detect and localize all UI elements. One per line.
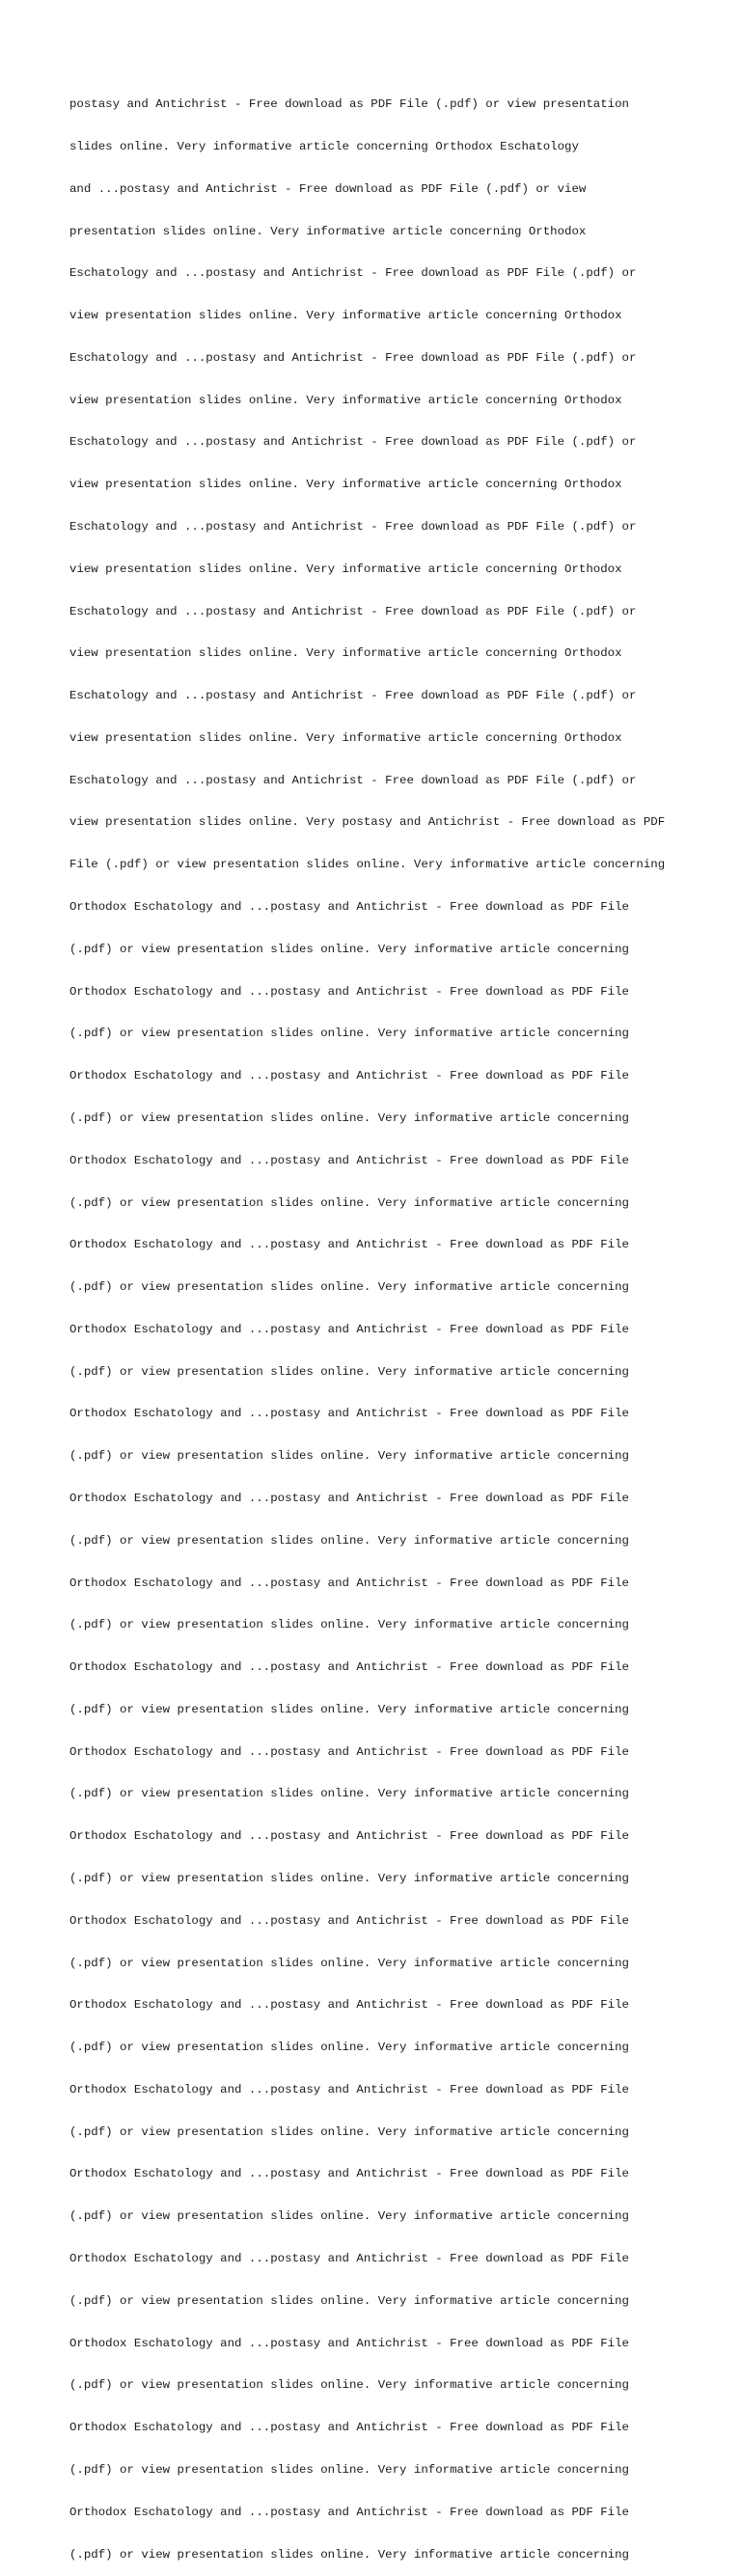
text-line: (.pdf) or view presentation slides online. Very informative article concerning	[69, 1195, 629, 1210]
text-line: (.pdf) or view presentation slides online. Very informative article concerning	[69, 2378, 629, 2393]
text-line: and ...postasy and Antichrist - Free download as PDF File (.pdf) or view	[69, 181, 587, 196]
text-line: Orthodox Eschatology and ...postasy and Antichrist - Free download as PDF File	[69, 2167, 629, 2181]
text-line: Orthodox Eschatology and ...postasy and Antichrist - Free download as PDF File	[69, 2252, 629, 2266]
text-line: Orthodox Eschatology and ...postasy and Antichrist - Free download as PDF File	[69, 2421, 629, 2435]
text-line: view presentation slides online. Very informative article concerning Orthodox	[69, 309, 622, 323]
text-line: (.pdf) or view presentation slides online. Very informative article concerning	[69, 1618, 629, 1632]
text-line: Orthodox Eschatology and ...postasy and Antichrist - Free download as PDF File	[69, 1744, 629, 1759]
text-line: view presentation slides online. Very postasy and Antichrist - Free download as PDF	[69, 815, 666, 830]
text-line: Eschatology and ...postasy and Antichrist - Free download as PDF File (.pdf) or	[69, 266, 637, 281]
text-line: Orthodox Eschatology and ...postasy and Antichrist - Free download as PDF File	[69, 2336, 629, 2350]
text-line: view presentation slides online. Very informative article concerning Orthodox	[69, 478, 622, 492]
text-line: view presentation slides online. Very informative article concerning Orthodox	[69, 393, 622, 407]
text-line: Eschatology and ...postasy and Antichrist - Free download as PDF File (.pdf) or	[69, 604, 637, 618]
text-line: Orthodox Eschatology and ...postasy and Antichrist - Free download as PDF File	[69, 984, 629, 999]
text-line: Eschatology and ...postasy and Antichrist - Free download as PDF File (.pdf) or	[69, 435, 637, 450]
text-line: Orthodox Eschatology and ...postasy and Antichrist - Free download as PDF File	[69, 1913, 629, 1928]
document-body	[69, 69, 726, 2576]
text-line: Orthodox Eschatology and ...postasy and Antichrist - Free download as PDF File	[69, 1069, 629, 1083]
text-line: view presentation slides online. Very informative article concerning Orthodox	[69, 562, 622, 576]
text-line: Orthodox Eschatology and ...postasy and Antichrist - Free download as PDF File	[69, 900, 629, 915]
text-line: Orthodox Eschatology and ...postasy and Antichrist - Free download as PDF File	[69, 1238, 629, 1252]
text-line: (.pdf) or view presentation slides online. Very informative article concerning	[69, 1872, 629, 1885]
text-line: Orthodox Eschatology and ...postasy and Antichrist - Free download as PDF File	[69, 1407, 629, 1421]
text-line: Eschatology and ...postasy and Antichrist - Free download as PDF File (.pdf) or	[69, 350, 637, 365]
text-line: (.pdf) or view presentation slides online. Very informative article concerning	[69, 2124, 629, 2139]
text-line: Orthodox Eschatology and ...postasy and Antichrist - Free download as PDF File	[69, 1829, 629, 1844]
text-line: (.pdf) or view presentation slides online. Very informative article concerning	[69, 1280, 629, 1295]
text-line: (.pdf) or view presentation slides online. Very informative article concerning	[69, 1702, 629, 1716]
text-line: postasy and Antichrist - Free download as PDF File (.pdf) or view presentation	[69, 97, 629, 112]
text-line: Eschatology and ...postasy and Antichrist - Free download as PDF File (.pdf) or	[69, 520, 637, 534]
text-line: (.pdf) or view presentation slides online. Very informative article concerning	[69, 1027, 629, 1041]
text-line: Orthodox Eschatology and ...postasy and Antichrist - Free download as PDF File	[69, 2082, 629, 2096]
text-line: (.pdf) or view presentation slides online. Very informative article concerning	[69, 2209, 629, 2224]
text-line: view presentation slides online. Very informative article concerning Orthodox	[69, 730, 622, 745]
text-line: Orthodox Eschatology and ...postasy and Antichrist - Free download as PDF File	[69, 1153, 629, 1167]
text-line: File (.pdf) or view presentation slides online. Very informative article concerning	[69, 858, 666, 872]
text-line: Orthodox Eschatology and ...postasy and Antichrist - Free download as PDF File	[69, 1998, 629, 2013]
text-line: (.pdf) or view presentation slides online. Very informative article concerning	[69, 1364, 629, 1379]
text-line: Orthodox Eschatology and ...postasy and Antichrist - Free download as PDF File	[69, 1491, 629, 1505]
text-line: presentation slides online. Very informative article concerning Orthodox	[69, 224, 587, 238]
text-line: Orthodox Eschatology and ...postasy and Antichrist - Free download as PDF File	[69, 1322, 629, 1336]
text-line: (.pdf) or view presentation slides online. Very informative article concerning	[69, 2462, 629, 2477]
text-line: Orthodox Eschatology and ...postasy and Antichrist - Free download as PDF File	[69, 1576, 629, 1590]
text-line: (.pdf) or view presentation slides online. Very informative article concerning	[69, 2041, 629, 2055]
text-line: (.pdf) or view presentation slides online. Very informative article concerning	[69, 2547, 629, 2562]
text-line: Eschatology and ...postasy and Antichrist - Free download as PDF File (.pdf) or	[69, 773, 637, 787]
text-line: (.pdf) or view presentation slides online. Very informative article concerning	[69, 2293, 629, 2308]
text-line: (.pdf) or view presentation slides online. Very informative article concerning	[69, 1956, 629, 1970]
text-line: Eschatology and ...postasy and Antichrist - Free download as PDF File (.pdf) or	[69, 689, 637, 703]
text-line: (.pdf) or view presentation slides online. Very informative article concerning	[69, 1110, 629, 1125]
text-line: slides online. Very informative article concerning Orthodox Eschatology	[69, 139, 579, 153]
text-line: (.pdf) or view presentation slides online. Very informative article concerning	[69, 942, 629, 956]
text-line: Orthodox Eschatology and ...postasy and Antichrist - Free download as PDF File	[69, 1660, 629, 1675]
text-line: Orthodox Eschatology and ...postasy and Antichrist - Free download as PDF File	[69, 2505, 629, 2519]
text-line: (.pdf) or view presentation slides online. Very informative article concerning	[69, 1533, 629, 1548]
text-line: (.pdf) or view presentation slides online. Very informative article concerning	[69, 1787, 629, 1801]
text-line: view presentation slides online. Very informative article concerning Orthodox	[69, 646, 622, 661]
text-line: (.pdf) or view presentation slides online. Very informative article concerning	[69, 1449, 629, 1464]
